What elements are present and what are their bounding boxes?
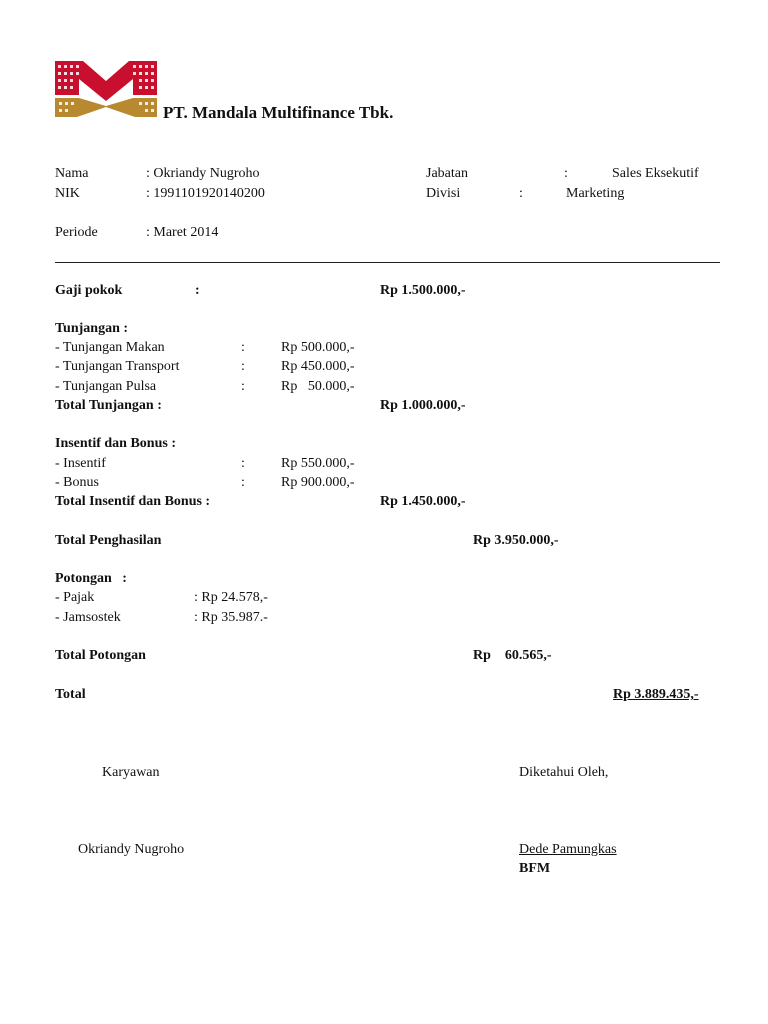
nik-value: : 1991101920140200: [146, 186, 265, 201]
tunjangan-item-label: - Tunjangan Pulsa: [55, 379, 157, 394]
potongan-item-label: - Jamsostek: [55, 610, 121, 625]
tunjangan-item-amount: Rp 500.000,-: [281, 340, 355, 355]
tunjangan-item-amount: Rp 50.000,-: [281, 379, 355, 394]
tunjangan-item-label: - Tunjangan Makan: [55, 340, 165, 355]
nik-label: NIK: [55, 186, 80, 201]
insentif-heading: Insentif dan Bonus :: [55, 436, 176, 451]
jabatan-value: Sales Eksekutif: [612, 166, 699, 181]
tunjangan-item-colon: :: [241, 359, 245, 374]
divisi-value: Marketing: [566, 186, 625, 201]
divisi-label: Divisi: [426, 186, 461, 201]
tunjangan-heading: Tunjangan :: [55, 321, 129, 336]
tunjangan-item-amount: Rp 450.000,-: [281, 359, 355, 374]
company-logo: [55, 61, 157, 117]
gaji-label: Gaji pokok: [55, 283, 123, 298]
insentif-item-label: - Insentif: [55, 456, 106, 471]
penghasilan-amount: Rp 3.950.000,-: [473, 533, 559, 548]
potongan-item-amount: : Rp 35.987.-: [194, 610, 268, 625]
potongan-total-label: Total Potongan: [55, 648, 146, 663]
potongan-heading: Potongan :: [55, 571, 127, 586]
potongan-item-amount: : Rp 24.578,-: [194, 590, 268, 605]
tunjangan-total-amount: Rp 1.000.000,-: [380, 398, 466, 413]
company-name: PT. Mandala Multifinance Tbk.: [163, 103, 394, 122]
insentif-item-amount: Rp 900.000,-: [281, 475, 355, 490]
insentif-total-amount: Rp 1.450.000,-: [380, 494, 466, 509]
tunjangan-total-label: Total Tunjangan :: [55, 398, 162, 413]
jabatan-label: Jabatan: [426, 166, 468, 181]
signature-right-role: BFM: [519, 861, 551, 876]
divisi-colon: :: [519, 186, 523, 201]
jabatan-colon: :: [564, 166, 568, 181]
signature-right-name: Dede Pamungkas: [519, 842, 617, 857]
gaji-colon: :: [195, 283, 200, 298]
insentif-item-amount: Rp 550.000,-: [281, 456, 355, 471]
insentif-item-colon: :: [241, 456, 245, 471]
tunjangan-item-colon: :: [241, 340, 245, 355]
tunjangan-item-label: - Tunjangan Transport: [55, 359, 180, 374]
divider-line: [55, 262, 720, 263]
nama-label: Nama: [55, 166, 89, 181]
signature-left-name: Okriandy Nugroho: [78, 842, 185, 857]
periode-label: Periode: [55, 225, 98, 240]
insentif-item-colon: :: [241, 475, 245, 490]
signature-right-title: Diketahui Oleh,: [519, 765, 609, 780]
gaji-amount: Rp 1.500.000,-: [380, 283, 466, 298]
potongan-item-label: - Pajak: [55, 590, 95, 605]
total-label: Total: [55, 687, 86, 702]
nama-value: : Okriandy Nugroho: [146, 166, 260, 181]
insentif-item-label: - Bonus: [55, 475, 99, 490]
potongan-total-amount: Rp 60.565,-: [473, 648, 552, 663]
penghasilan-label: Total Penghasilan: [55, 533, 162, 548]
insentif-total-label: Total Insentif dan Bonus :: [55, 494, 211, 509]
tunjangan-item-colon: :: [241, 379, 245, 394]
periode-value: : Maret 2014: [146, 225, 219, 240]
signature-left-title: Karyawan: [102, 765, 160, 780]
total-amount: Rp 3.889.435,-: [613, 687, 699, 702]
